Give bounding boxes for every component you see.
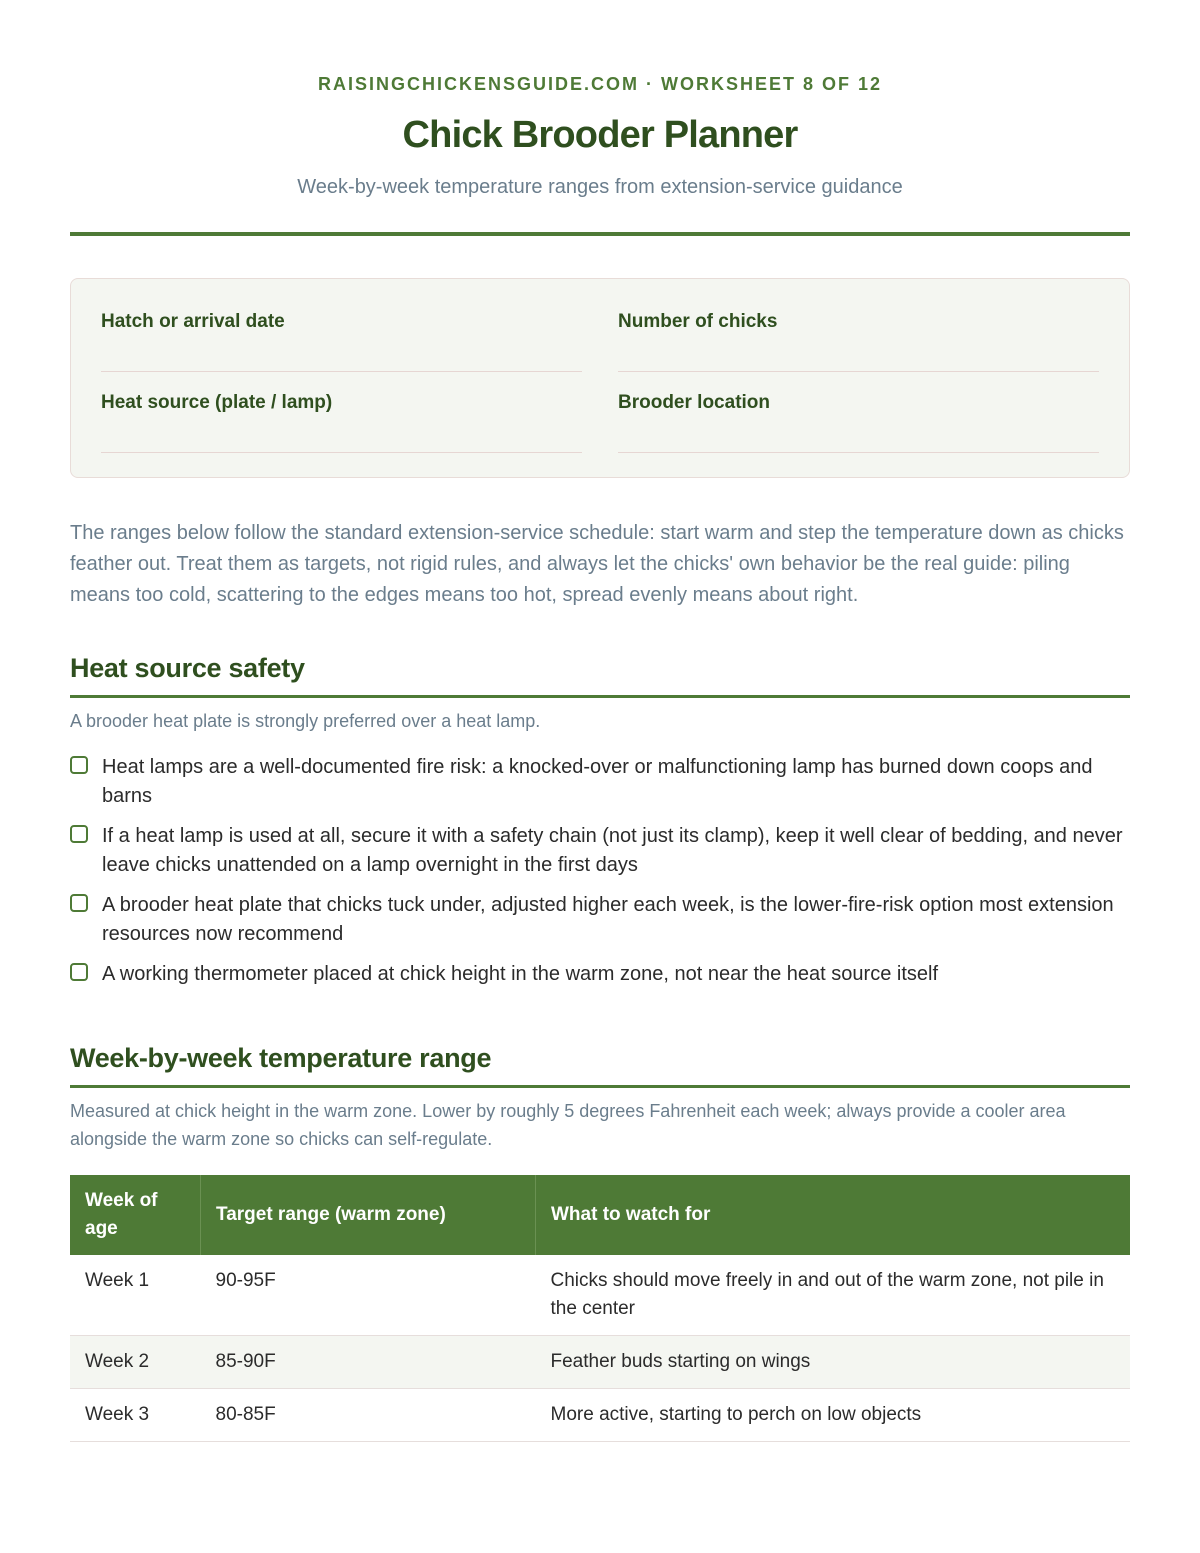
cell-range: 90-95F	[201, 1255, 536, 1336]
section-heading-safety: Heat source safety	[70, 651, 1130, 698]
checkbox[interactable]	[70, 894, 88, 912]
section-heading-temperature: Week-by-week temperature range	[70, 1041, 1130, 1088]
page-subtitle: Week-by-week temperature ranges from extension-service guidance	[297, 176, 903, 198]
table-row	[70, 1336, 1130, 1389]
info-fields-panel	[70, 278, 1130, 478]
chick-count-field[interactable]	[618, 309, 1099, 372]
cell-watch: More active, starting to perch on low objects	[536, 1389, 1131, 1442]
cell-range: 80-85F	[201, 1389, 536, 1442]
table-row	[70, 1389, 1130, 1442]
checklist-item-text: If a heat lamp is used at all, secure it with a safety chain (not just its clamp), keep it well clear of bedding, and never leave chicks unattended on a lamp overnight in the first days	[102, 825, 1123, 876]
temperature-table	[70, 1175, 1130, 1442]
temperature-note: Measured at chick height in the warm zone. Lower by roughly 5 degrees Fahrenheit each week; always provide a cooler area alongside the warm zone so chicks can self-regulate.	[70, 1101, 1066, 1149]
safety-checklist	[70, 753, 1130, 989]
worksheet-kicker: RAISINGCHICKENSGUIDE.COM · WORKSHEET 8 OF 12	[317, 74, 883, 94]
cell-watch: Feather buds starting on wings	[536, 1336, 1131, 1389]
hatch-date-field[interactable]	[101, 309, 582, 372]
cell-week: Week 1	[70, 1255, 201, 1336]
table-header-row	[70, 1175, 1130, 1255]
checklist-item-text: Heat lamps are a well-documented fire risk: a knocked-over or malfunctioning lamp has burned down coops and barns	[102, 756, 1093, 807]
checklist-item[interactable]	[70, 822, 1130, 880]
checklist-item[interactable]	[70, 891, 1130, 949]
cell-range: 85-90F	[201, 1336, 536, 1389]
cell-watch: Chicks should move freely in and out of the warm zone, not pile in the center	[536, 1255, 1131, 1336]
header-divider	[70, 232, 1130, 236]
checklist-item[interactable]	[70, 960, 1130, 989]
column-header-range: Target range (warm zone)	[201, 1175, 536, 1255]
cell-week: Week 3	[70, 1389, 201, 1442]
column-header-week: Week of age	[70, 1175, 201, 1255]
cell-week: Week 2	[70, 1336, 201, 1389]
page-title: Chick Brooder Planner	[402, 114, 798, 156]
safety-note: A brooder heat plate is strongly preferred over a heat lamp.	[70, 711, 541, 731]
checkbox[interactable]	[70, 963, 88, 981]
field-label: Brooder location	[618, 392, 771, 413]
field-label: Hatch or arrival date	[101, 311, 285, 332]
heat-source-field[interactable]	[101, 390, 582, 453]
checkbox[interactable]	[70, 756, 88, 774]
checkbox[interactable]	[70, 825, 88, 843]
intro-paragraph: The ranges below follow the standard extension-service schedule: start warm and step the temperature down as chicks feather out. Treat them as targets, not rigid rules, and always let the chicks' own behavior be the real guide: piling means too cold, scattering to the edges means too hot, spread evenly means about right.	[70, 522, 1124, 606]
checklist-item-text: A brooder heat plate that chicks tuck under, adjusted higher each week, is the lower-fire-risk option most extension resources now recommend	[102, 894, 1114, 945]
field-label: Heat source (plate / lamp)	[101, 392, 333, 413]
column-header-watch: What to watch for	[536, 1175, 1131, 1255]
field-label: Number of chicks	[618, 311, 778, 332]
table-row	[70, 1255, 1130, 1336]
brooder-location-field[interactable]	[618, 390, 1099, 453]
checklist-item-text: A working thermometer placed at chick height in the warm zone, not near the heat source itself	[102, 963, 938, 985]
worksheet-page	[70, 0, 1130, 1442]
checklist-item[interactable]	[70, 753, 1130, 811]
